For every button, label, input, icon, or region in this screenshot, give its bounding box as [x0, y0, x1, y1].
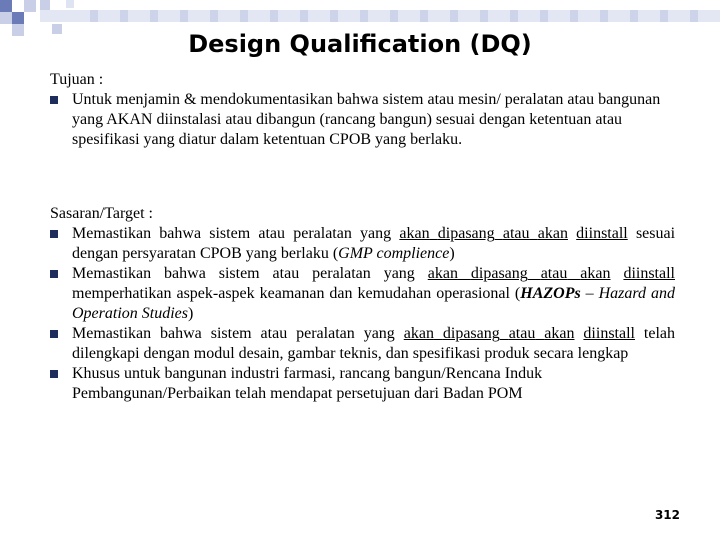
- item-text: ): [449, 245, 455, 262]
- item-text: ): [188, 305, 194, 322]
- bold-italic-acronym: HAZOPs: [520, 285, 581, 302]
- tujuan-section: [50, 70, 675, 150]
- underlined-word: atau: [540, 265, 568, 282]
- square-bullet-icon: [50, 96, 58, 104]
- header-decoration-bar: [40, 10, 720, 22]
- list-item: [50, 224, 675, 264]
- underlined-space: [567, 265, 580, 282]
- sasaran-heading: Sasaran/Target :: [50, 205, 153, 222]
- square-bullet-icon: [50, 230, 58, 238]
- item-text: –: [580, 285, 599, 302]
- underlined-word: dipasang: [437, 225, 495, 242]
- item-text: memperhatikan aspek-aspek keamanan dan kemudahan operasional (: [72, 285, 521, 302]
- tujuan-heading: Tujuan :: [50, 71, 104, 88]
- italic-term: Hazard and Operation Studies: [72, 285, 675, 322]
- page-number: 312: [654, 508, 680, 522]
- square-bullet-icon: [50, 370, 58, 378]
- underlined-word: diinstall: [576, 225, 628, 242]
- list-item: [50, 264, 675, 324]
- underlined-space: [530, 225, 538, 242]
- list-item: [50, 364, 675, 404]
- item-space: [611, 265, 624, 282]
- underlined-word: atau: [508, 325, 536, 342]
- list-item: [50, 324, 675, 364]
- tujuan-item-text: Untuk menjamin & mendokumentasikan bahwa sistem atau mesin/ peralatan atau bangunan yang AKAN diinstalasi atau dibangun (rancang bangun) sesuai dengan ketentuan atau spesifikasi yang diatur dalam ketentuan CPOB yang berlaku.: [72, 91, 661, 148]
- item-text: sesuai dengan persyaratan CPOB yang berlaku (: [72, 225, 676, 262]
- underlined-space: [430, 225, 438, 242]
- square-bullet-icon: [50, 270, 58, 278]
- underlined-word: atau: [502, 225, 530, 242]
- item-text: Memastikan bahwa sistem atau peralatan yang: [72, 225, 400, 242]
- italic-term: GMP complience: [338, 245, 450, 262]
- underlined-word: dipasang: [470, 265, 528, 282]
- item-text: Memastikan bahwa sistem atau peralatan yang: [72, 265, 428, 282]
- underlined-word: diinstall: [583, 325, 635, 342]
- item-text: telah dilengkapi dengan modul desain, gambar teknis, dan spesifikasi produk secara lengkap: [72, 325, 676, 362]
- square-bullet-icon: [50, 330, 58, 338]
- slide-title: Design Qualification (DQ): [188, 30, 532, 58]
- tujuan-list: [50, 90, 675, 150]
- underlined-space: [458, 265, 471, 282]
- underlined-word: akan: [427, 265, 458, 282]
- underlined-space: [434, 325, 443, 342]
- item-text: Memastikan bahwa sistem atau peralatan yang: [72, 325, 404, 342]
- underlined-word: akan: [537, 225, 568, 242]
- item-text: Khusus untuk bangunan industri farmasi, rancang bangun/Rencana Induk Pembangunan/Perbaikan telah mendapat persetujuan dari Badan POM: [72, 365, 543, 402]
- underlined-space: [500, 325, 509, 342]
- underlined-word: diinstall: [623, 265, 675, 282]
- underlined-word: akan: [544, 325, 575, 342]
- underlined-word: akan: [403, 325, 434, 342]
- underlined-word: dipasang: [442, 325, 500, 342]
- sasaran-list: [50, 224, 675, 404]
- item-space: [568, 225, 576, 242]
- underlined-word: akan: [580, 265, 611, 282]
- underlined-space: [535, 325, 544, 342]
- underlined-word: akan: [399, 225, 430, 242]
- list-item: [50, 90, 675, 150]
- underlined-space: [528, 265, 541, 282]
- underlined-space: [495, 225, 503, 242]
- sasaran-section: [50, 204, 675, 404]
- header-decoration-stripes: [90, 10, 698, 22]
